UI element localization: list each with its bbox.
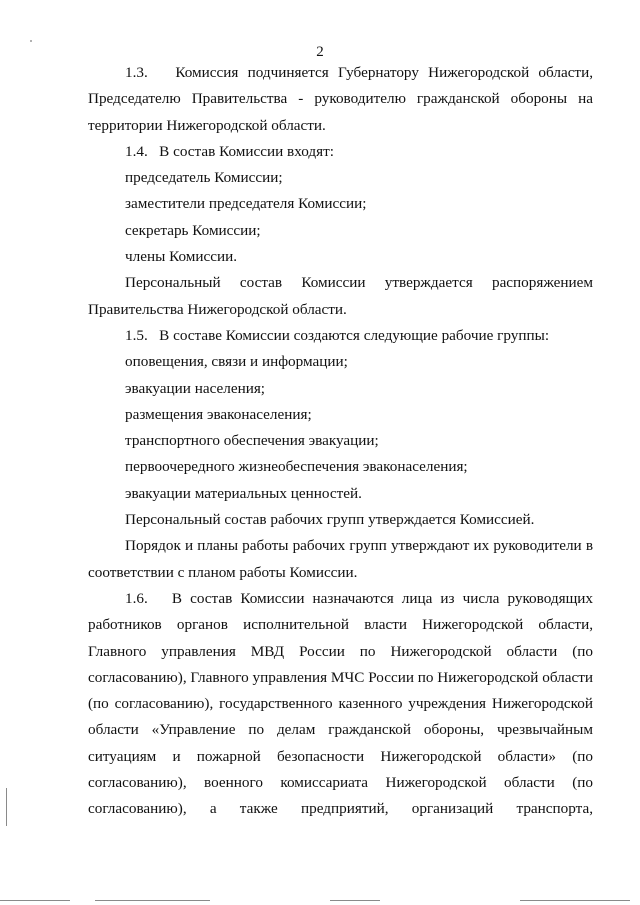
- scan-speck-top-left: [30, 40, 32, 42]
- paragraph-1-5: 1.5. В составе Комиссии создаются следующие рабочие группы:: [125, 326, 550, 344]
- paragraph-1-6: 1.6. В состав Комиссии назначаются лица из числа руководящих работников органов исполнительной власти Нижегородской области, Главного управления МВД России по Нижегородской области (по согласованию), Главного управления МЧС России по Нижегородской области (по согласованию), государственного казенного учреждения Нижегородской области «Управление по делам гражданской обороны, чрезвычайным ситуациям и пожарной безопасности Нижегородской области» (по согласованию), военного комиссариата Нижегородской области (по согласованию), а также предприятий, организаций транспорта,: [88, 589, 593, 818]
- list-item-material-values-group: эвакуации материальных ценностей.: [125, 484, 362, 502]
- list-item-transport-group: транспортного обеспечения эвакуации;: [125, 432, 379, 450]
- list-item-evacuation-group: эвакуации населения;: [125, 379, 266, 397]
- list-item-accommodation-group: размещения эваконаселения;: [125, 405, 312, 423]
- list-item-members: члены Комиссии.: [125, 248, 238, 266]
- paragraph-1-3: 1.3. Комиссия подчиняется Губернатору Нижегородской области, Председателю Правительства - руководителю гражданской обороны на территории Нижегородской области.: [88, 64, 593, 134]
- scan-bottom-edge-3: [330, 900, 380, 901]
- paragraph-groups-plans: Порядок и планы работы рабочих групп утверждают их руководители в соответствии с планом работы Комиссии.: [88, 537, 593, 581]
- scan-bottom-edge-2: [95, 900, 210, 901]
- list-item-notification-group: оповещения, связи и информации;: [125, 353, 348, 371]
- paragraph-commission-composition: Персональный состав Комиссии утверждается распоряжением Правительства Нижегородской области.: [88, 274, 593, 318]
- list-item-deputies: заместители председателя Комиссии;: [125, 195, 367, 213]
- paragraph-groups-composition: Персональный состав рабочих групп утверждается Комиссией.: [125, 511, 535, 529]
- list-item-life-support-group: первоочередного жизнеобеспечения эваконаселения;: [125, 458, 468, 476]
- list-item-secretary: секретарь Комиссии;: [125, 221, 261, 239]
- scan-bottom-edge-4: [520, 900, 630, 901]
- scan-bottom-edge-1: [0, 900, 70, 901]
- paragraph-1-4: 1.4. В состав Комиссии входят:: [125, 142, 334, 160]
- document-body: [88, 60, 593, 823]
- list-item-chairman: председатель Комиссии;: [125, 169, 283, 187]
- scan-edge-mark-left: [6, 788, 7, 826]
- page-number: 2: [316, 44, 324, 60]
